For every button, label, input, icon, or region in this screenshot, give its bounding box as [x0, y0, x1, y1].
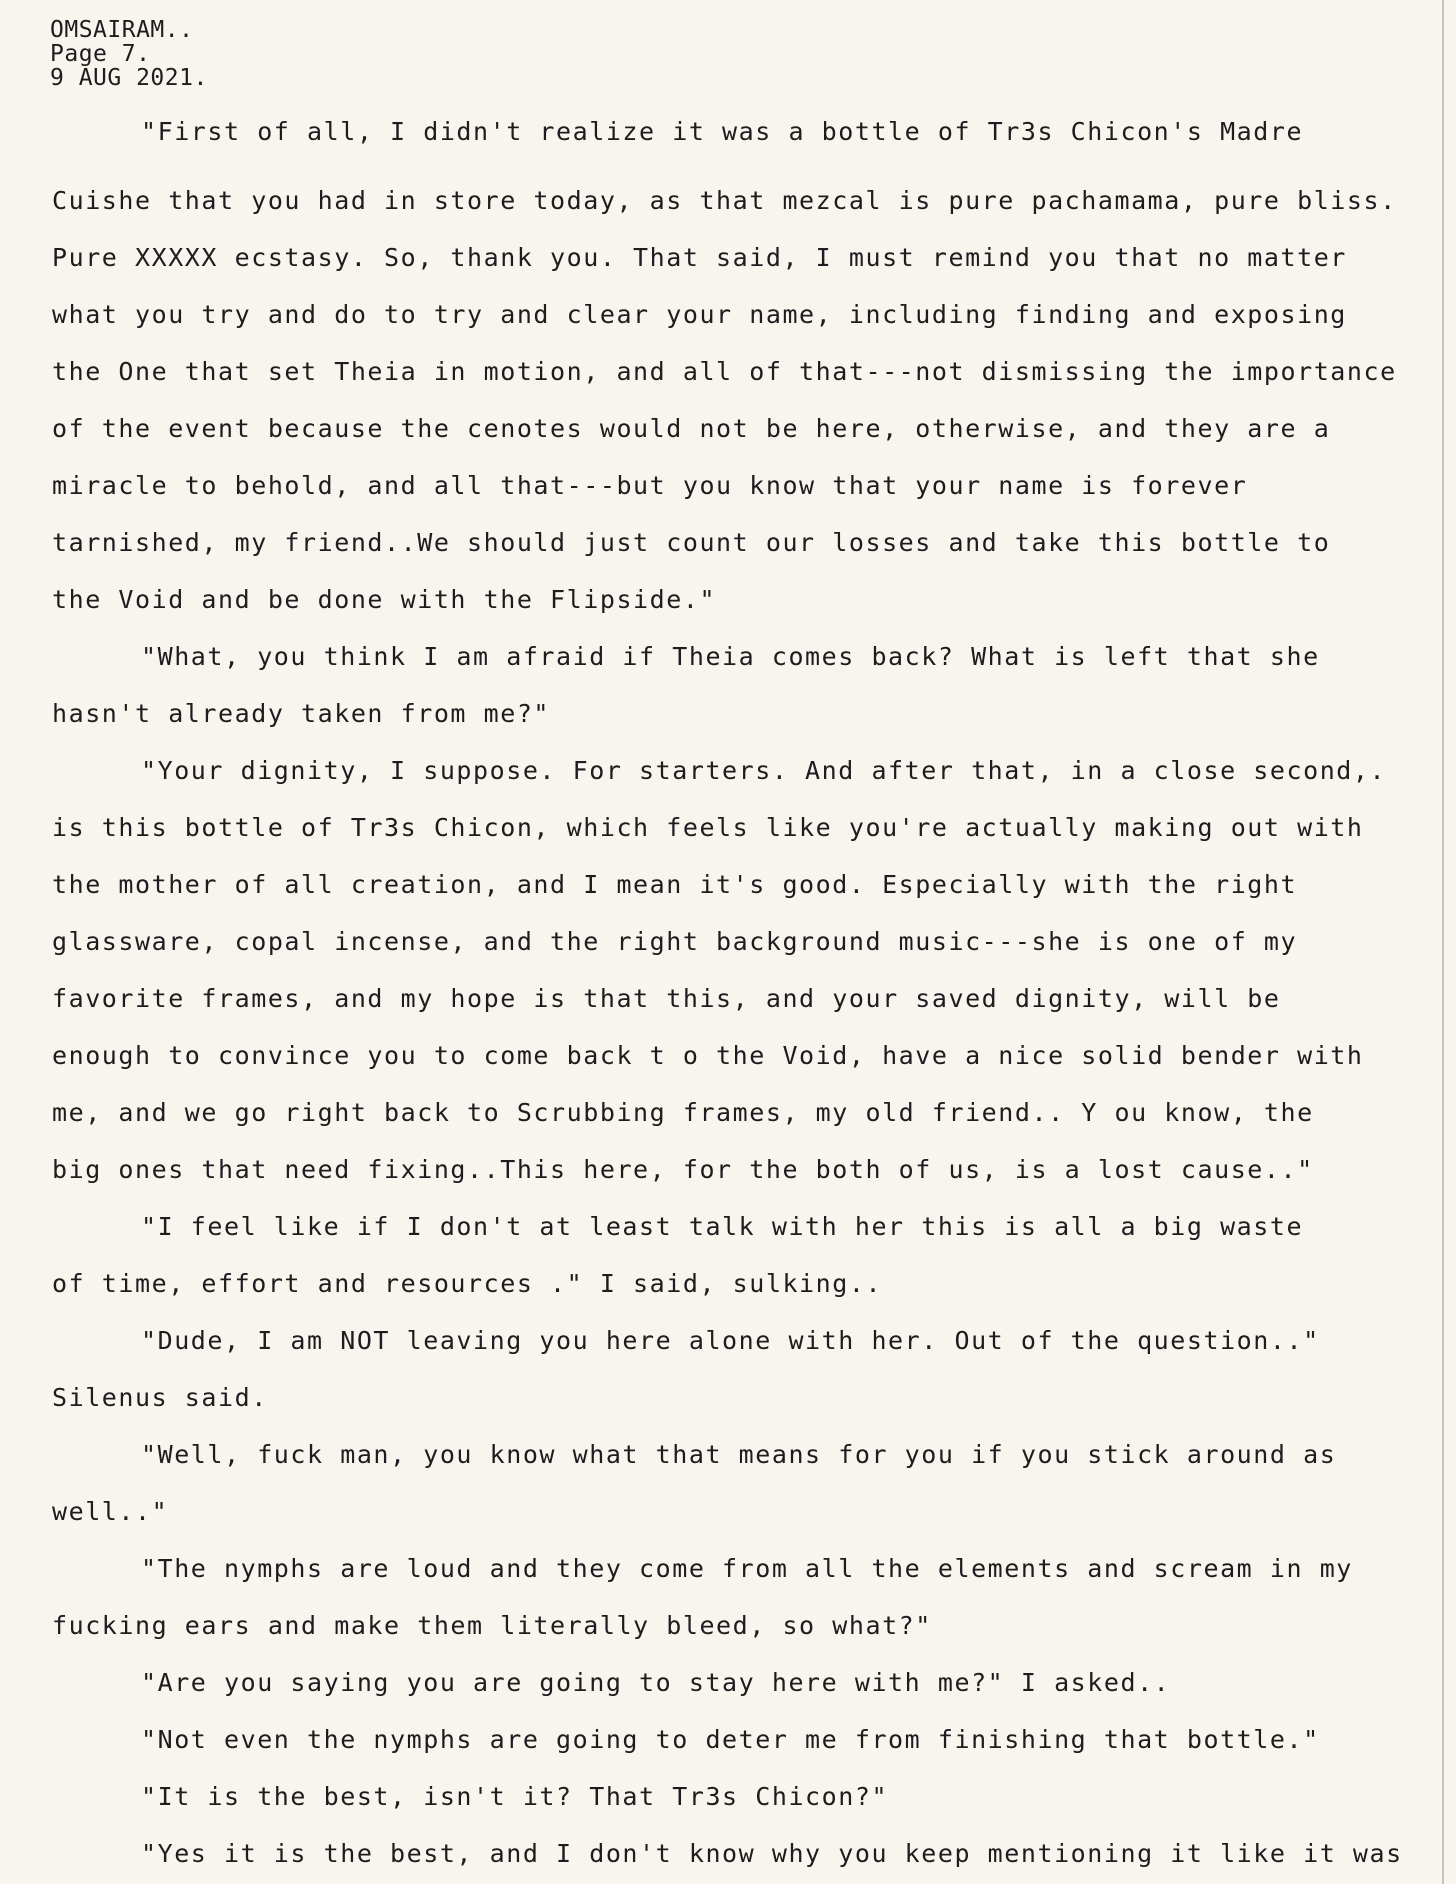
header-greeting: OMSAIRAM..: [50, 17, 194, 43]
text-line: well..": [52, 1497, 169, 1526]
text-line: the One that set Theia in motion, and all of that---not dismissing the importance: [52, 357, 1397, 386]
text-line: "First of all, I didn't realize it was a bottle of Tr3s Chicon's Madre: [141, 117, 1304, 146]
page-number: Page 7.: [50, 41, 151, 67]
text-line: Silenus said.: [52, 1383, 268, 1412]
text-line: hasn't already taken from me?": [52, 699, 551, 728]
text-line: the mother of all creation, and I mean it's good. Especially with the right: [52, 870, 1298, 899]
text-line: tarnished, my friend..We should just count our losses and take this bottle to: [52, 528, 1331, 557]
text-line: glassware, copal incense, and the right background music---she is one of my: [52, 927, 1298, 956]
text-line: "Your dignity, I suppose. For starters. And after that, in a close second,.: [141, 756, 1387, 785]
text-line: big ones that need fixing..This here, for the both of us, is a lost cause..": [52, 1155, 1314, 1184]
text-line: "What, you think I am afraid if Theia comes back? What is left that she: [141, 642, 1320, 671]
text-line: is this bottle of Tr3s Chicon, which feels like you're actually making out with: [52, 813, 1364, 842]
text-line: "Are you saying you are going to stay here with me?" I asked..: [141, 1668, 1171, 1697]
text-line: Pure XXXXX ecstasy. So, thank you. That said, I must remind you that no matter: [52, 243, 1347, 272]
text-line: favorite frames, and my hope is that this, and your saved dignity, will be: [52, 984, 1281, 1013]
text-line: enough to convince you to come back t o the Void, have a nice solid bender with: [52, 1041, 1364, 1070]
text-line: "Not even the nymphs are going to deter me from finishing that bottle.": [141, 1725, 1320, 1754]
text-line: "Dude, I am NOT leaving you here alone with her. Out of the question..": [141, 1326, 1320, 1355]
text-line: of time, effort and resources ." I said, sulking..: [52, 1269, 883, 1298]
text-line: "It is the best, isn't it? That Tr3s Chicon?": [141, 1782, 889, 1811]
page-date: 9 AUG 2021.: [50, 65, 208, 91]
text-line: "Well, fuck man, you know what that means for you if you stick around as: [141, 1440, 1337, 1469]
text-line: "The nymphs are loud and they come from all the elements and scream in my: [141, 1554, 1353, 1583]
text-line: the Void and be done with the Flipside.": [52, 585, 717, 614]
text-line: Cuishe that you had in store today, as that mezcal is pure pachamama, pure bliss.: [52, 186, 1397, 215]
text-line: "Yes it is the best, and I don't know why you keep mentioning it like it was: [141, 1839, 1403, 1868]
text-line: me, and we go right back to Scrubbing frames, my old friend.. Y ou know, the: [52, 1098, 1314, 1127]
text-line: miracle to behold, and all that---but you know that your name is forever: [52, 471, 1248, 500]
text-line: what you try and do to try and clear your name, including finding and exposing: [52, 300, 1347, 329]
text-line: of the event because the cenotes would not be here, otherwise, and they are a: [52, 414, 1331, 443]
text-line: fucking ears and make them literally bleed, so what?": [52, 1611, 932, 1640]
text-line: "I feel like if I don't at least talk with her this is all a big waste: [141, 1212, 1304, 1241]
